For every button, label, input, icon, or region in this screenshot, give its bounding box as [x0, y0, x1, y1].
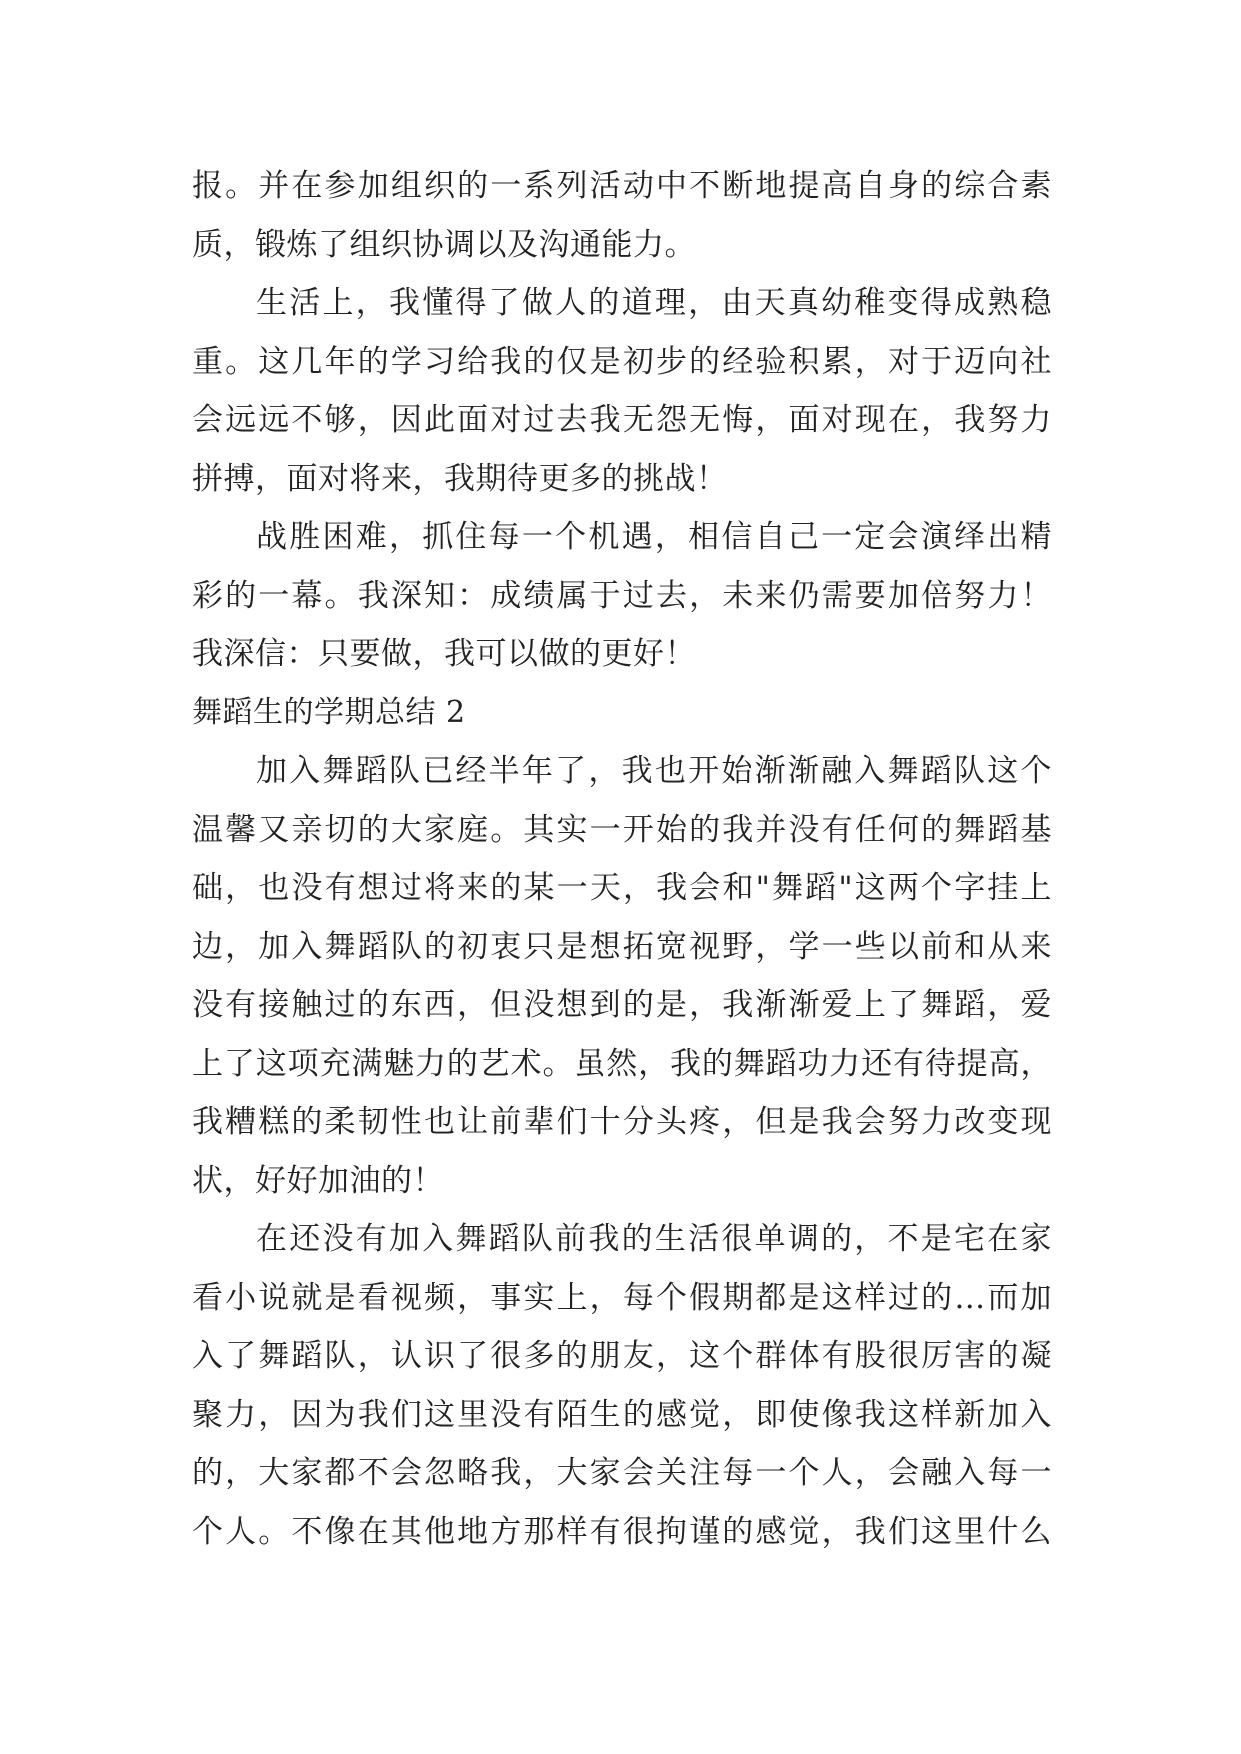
- text-line: 入了舞蹈队，认识了很多的朋友，这个群体有股很厉害的凝: [192, 1338, 1052, 1374]
- text-line: 拼搏，面对将来，我期待更多的挑战！: [192, 460, 728, 497]
- section-heading: 舞蹈生的学期总结 2: [192, 694, 466, 730]
- text-line: 的，大家都不会忽略我，大家会关注每一个人，会融入每一: [192, 1455, 1052, 1491]
- text-line: 生活上，我懂得了做人的道理，由天真幼稚变得成熟稳: [256, 285, 1052, 321]
- paragraph-2: [192, 274, 1052, 508]
- text-line: 彩的一幕。我深知：成绩属于过去，未来仍需要加倍努力！: [192, 577, 1052, 614]
- paragraph-4: [192, 742, 1052, 1210]
- paragraph-3: [192, 508, 1052, 684]
- text-line: 聚力，因为我们这里没有陌生的感觉，即使像我这样新加入: [192, 1396, 1052, 1433]
- text-line: 个人。不像在其他地方那样有很拘谨的感觉，我们这里什么: [192, 1513, 1052, 1550]
- paragraph-5: [192, 1210, 1052, 1561]
- text-line: 我糟糕的柔韧性也让前辈们十分头疼，但是我会努力改变现: [192, 1104, 1052, 1140]
- text-line: 看小说就是看视频，事实上，每个假期都是这样过的…而加: [192, 1279, 1052, 1316]
- document-body: [192, 157, 1052, 1561]
- text-line: 础，也没有想过将来的某一天，我会和"舞蹈"这两个字挂上: [192, 870, 1052, 906]
- text-line: 加入舞蹈队已经半年了，我也开始渐渐融入舞蹈队这个: [256, 753, 1052, 789]
- text-line: 我深信：只要做，我可以做的更好！: [192, 636, 696, 672]
- text-line: 上了这项充满魅力的艺术。虽然，我的舞蹈功力还有待提高，: [192, 1045, 1052, 1082]
- text-line: 质，锻炼了组织协调以及沟通能力。: [192, 226, 696, 263]
- text-line: 边，加入舞蹈队的初衷只是想拓宽视野，学一些以前和从来: [192, 928, 1052, 965]
- text-line: 重。这几年的学习给我的仅是初步的经验积累，对于迈向社: [192, 343, 1052, 380]
- text-line: 在还没有加入舞蹈队前我的生活很单调的，不是宅在家: [256, 1221, 1052, 1257]
- text-line: 温馨又亲切的大家庭。其实一开始的我并没有任何的舞蹈基: [192, 811, 1052, 848]
- text-line: 状，好好加油的！: [192, 1162, 444, 1199]
- text-line: 战胜困难，抓住每一个机遇，相信自己一定会演绎出精: [256, 519, 1052, 555]
- paragraph-1: [192, 157, 1052, 274]
- text-line: 没有接触过的东西，但没想到的是，我渐渐爱上了舞蹈，爱: [192, 987, 1052, 1023]
- text-line: 报。并在参加组织的一系列活动中不断地提高自身的综合素: [192, 168, 1052, 204]
- text-line: 会远远不够，因此面对过去我无怨无悔，面对现在，我努力: [192, 402, 1052, 438]
